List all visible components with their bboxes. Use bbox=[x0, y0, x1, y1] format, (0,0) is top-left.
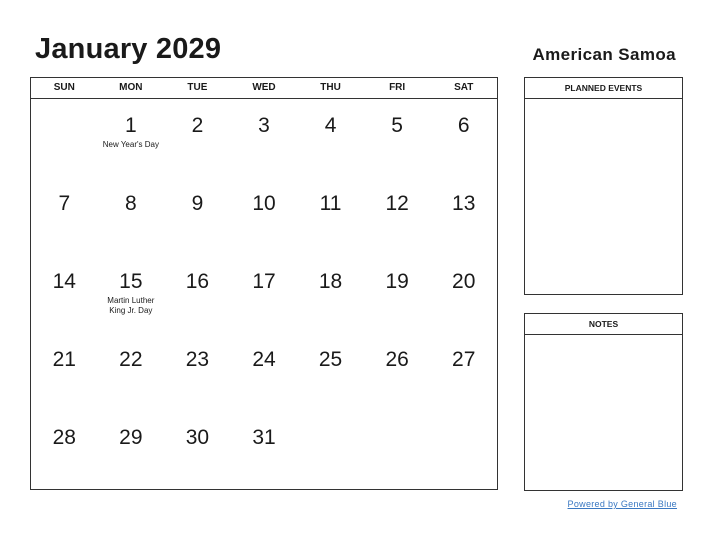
day-number: 24 bbox=[252, 348, 276, 371]
notes-panel bbox=[524, 313, 683, 491]
holiday-label: New Year's Day bbox=[102, 140, 159, 149]
day-cell bbox=[98, 333, 165, 411]
day-cell bbox=[31, 177, 98, 255]
day-cell bbox=[364, 333, 431, 411]
day-cell bbox=[164, 177, 231, 255]
day-cell bbox=[430, 411, 497, 489]
day-cell bbox=[98, 99, 165, 177]
day-cell bbox=[231, 99, 298, 177]
day-number: 23 bbox=[185, 348, 210, 371]
day-number: 31 bbox=[252, 426, 276, 449]
day-cell bbox=[98, 177, 165, 255]
weekday-sun: SUN bbox=[53, 82, 75, 93]
day-number bbox=[297, 411, 364, 426]
day-cell bbox=[164, 255, 231, 333]
day-number: 18 bbox=[318, 270, 343, 293]
day-cell bbox=[430, 177, 497, 255]
day-number bbox=[364, 411, 431, 426]
day-number: 14 bbox=[52, 270, 76, 293]
day-cell bbox=[231, 177, 298, 255]
day-cell bbox=[430, 255, 497, 333]
weekday-wed: WED bbox=[252, 82, 276, 93]
day-cell bbox=[164, 411, 231, 489]
day-cell bbox=[364, 411, 431, 489]
day-number: 2 bbox=[191, 114, 204, 137]
day-cell bbox=[297, 177, 364, 255]
day-number: 20 bbox=[452, 270, 476, 293]
weekday-thu: THU bbox=[320, 82, 341, 93]
day-number: 28 bbox=[52, 426, 76, 449]
day-number: 7 bbox=[58, 192, 71, 215]
calendar-grid bbox=[30, 77, 498, 490]
day-number: 6 bbox=[457, 114, 470, 137]
calendar-days bbox=[31, 99, 497, 489]
day-number bbox=[430, 411, 497, 426]
day-cell bbox=[430, 99, 497, 177]
day-cell bbox=[364, 177, 431, 255]
day-cell bbox=[164, 99, 231, 177]
day-number: 8 bbox=[125, 192, 137, 215]
day-number: 4 bbox=[324, 114, 337, 137]
region-label: American Samoa bbox=[532, 45, 676, 64]
day-cell bbox=[31, 255, 98, 333]
day-number: 5 bbox=[391, 114, 403, 137]
planned-events-panel bbox=[524, 77, 683, 295]
day-number: 12 bbox=[385, 192, 409, 215]
day-number: 30 bbox=[185, 426, 210, 449]
weekday-fri: FRI bbox=[389, 82, 406, 93]
notes-heading: NOTES bbox=[525, 314, 682, 335]
day-cell bbox=[297, 333, 364, 411]
day-number: 27 bbox=[452, 348, 476, 371]
day-cell bbox=[430, 333, 497, 411]
weekday-tue: TUE bbox=[187, 82, 208, 93]
holiday-label: Martin Luther King Jr. Day bbox=[107, 296, 155, 315]
day-cell bbox=[231, 411, 298, 489]
day-number: 9 bbox=[191, 192, 204, 215]
day-cell bbox=[297, 255, 364, 333]
day-number bbox=[31, 99, 98, 114]
day-cell bbox=[98, 411, 165, 489]
day-cell bbox=[364, 255, 431, 333]
day-cell bbox=[31, 411, 98, 489]
weekday-mon: MON bbox=[119, 82, 143, 93]
day-cell bbox=[231, 255, 298, 333]
day-cell bbox=[297, 99, 364, 177]
day-number: 16 bbox=[185, 270, 210, 293]
page-title: January 2029 bbox=[35, 33, 222, 65]
day-cell bbox=[164, 333, 231, 411]
day-number: 13 bbox=[452, 192, 476, 215]
day-cell bbox=[98, 255, 165, 333]
powered-by-link[interactable]: Powered by General Blue bbox=[567, 499, 677, 509]
day-cell bbox=[297, 411, 364, 489]
day-number: 15 bbox=[119, 270, 143, 293]
day-cell bbox=[364, 99, 431, 177]
day-number: 19 bbox=[385, 270, 409, 293]
day-cell bbox=[31, 333, 98, 411]
day-number: 1 bbox=[125, 114, 137, 137]
planned-events-heading: PLANNED EVENTS bbox=[525, 78, 682, 99]
day-number: 22 bbox=[119, 348, 143, 371]
day-number: 26 bbox=[385, 348, 409, 371]
weekday-header bbox=[31, 78, 497, 99]
day-number: 25 bbox=[318, 348, 343, 371]
day-cell bbox=[231, 333, 298, 411]
weekday-sat: SAT bbox=[454, 82, 474, 93]
day-number: 21 bbox=[52, 348, 76, 371]
day-number: 10 bbox=[252, 192, 276, 215]
day-number: 17 bbox=[252, 270, 276, 293]
day-number: 29 bbox=[119, 426, 143, 449]
day-cell bbox=[31, 99, 98, 177]
day-number: 11 bbox=[319, 192, 342, 215]
day-number: 3 bbox=[258, 114, 270, 137]
